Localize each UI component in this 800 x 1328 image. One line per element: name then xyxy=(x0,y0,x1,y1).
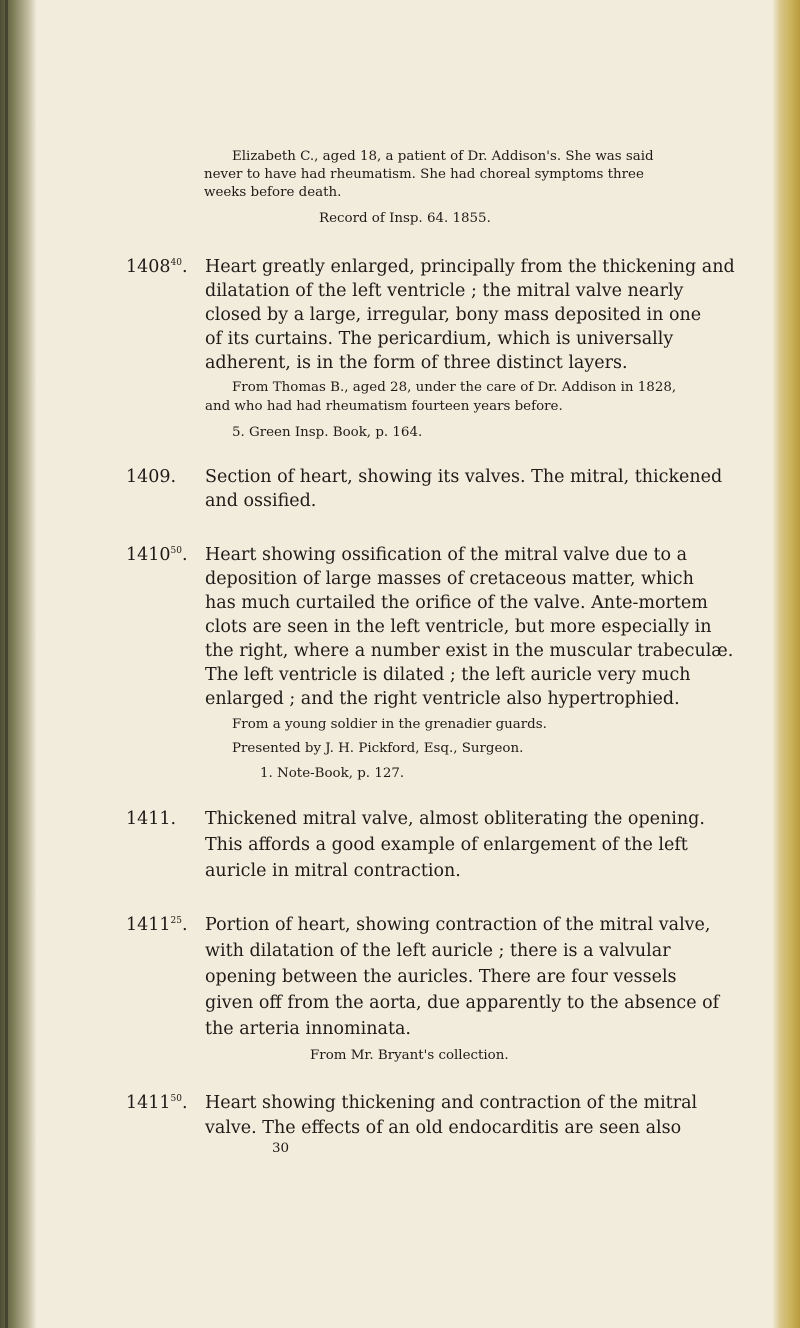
entry-1408-line-4: of its curtains. The pericardium, which is universally xyxy=(205,329,674,349)
entry-1411-number: 1411. xyxy=(126,809,177,829)
entry-1411-line-1: Thickened mitral valve, almost obliterating the opening. xyxy=(205,809,705,829)
entry-1409-number: 1409. xyxy=(126,467,177,487)
entry-1411-25-number: 1411$^{25}$. xyxy=(126,915,188,935)
entry-1410-note-3: 1. Note-Book, p. 127. xyxy=(260,766,405,781)
entry-1409-line-1: Section of heart, showing its valves. The mitral, thickened xyxy=(205,467,723,487)
page-number: 30 xyxy=(272,1141,290,1156)
entry-1411-25-line-1: Portion of heart, showing contraction of the mitral valve, xyxy=(205,915,711,935)
entry-1411-25-line-4: given off from the aorta, due apparently to the absence of xyxy=(205,993,720,1013)
intro-record: Record of Insp. 64. 1855. xyxy=(319,211,491,226)
entry-1408-line-3: closed by a large, irregular, bony mass deposited in one xyxy=(205,305,702,325)
entry-1411-line-2: This affords a good example of enlargement of the left xyxy=(205,835,688,855)
entry-1408-note-3: 5. Green Insp. Book, p. 164. xyxy=(232,425,423,440)
entry-1408-note-1: From Thomas B., aged 28, under the care of Dr. Addison in 1828, xyxy=(232,380,677,395)
intro-line-2: never to have had rheumatism. She had choreal symptoms three xyxy=(204,167,644,182)
entry-1408-line-5: adherent, is in the form of three distinct layers. xyxy=(205,353,628,373)
entry-1408-number: 1408$^{40}$. xyxy=(126,257,188,277)
entry-1410-note-2: Presented by J. H. Pickford, Esq., Surgeon. xyxy=(232,741,524,756)
entry-1411-25-line-3: opening between the auricles. There are four vessels xyxy=(205,967,677,987)
entry-1408-line-1: Heart greatly enlarged, principally from the thickening and xyxy=(205,257,735,277)
entry-1410-line-5: the right, where a number exist in the muscular trabeculæ. xyxy=(205,641,734,661)
entry-1408-note-2: and who had had rheumatism fourteen years before. xyxy=(205,399,563,414)
entry-1411-50-number: 1411$^{50}$. xyxy=(126,1093,188,1113)
entry-1410-line-4: clots are seen in the left ventricle, but more especially in xyxy=(205,617,712,637)
entry-1410-number: 1410$^{50}$. xyxy=(126,545,188,565)
entry-1411-line-3: auricle in mitral contraction. xyxy=(205,861,461,881)
entry-1409-line-2: and ossified. xyxy=(205,491,317,511)
entry-1410-line-3: has much curtailed the orifice of the valve. Ante-mortem xyxy=(205,593,708,613)
entry-1411-50-line-1: Heart showing thickening and contraction of the mitral xyxy=(205,1093,698,1113)
scan-right-edge xyxy=(772,0,800,1328)
entry-1410-note-1: From a young soldier in the grenadier guards. xyxy=(232,717,547,732)
entry-1408-line-2: dilatation of the left ventricle ; the mitral valve nearly xyxy=(205,281,684,301)
entry-1410-line-7: enlarged ; and the right ventricle also hypertrophied. xyxy=(205,689,680,709)
entry-1410-line-2: deposition of large masses of cretaceous matter, which xyxy=(205,569,694,589)
entry-1411-25-note-1: From Mr. Bryant's collection. xyxy=(310,1048,509,1063)
scan-left-edge xyxy=(0,0,36,1328)
entry-1410-line-6: The left ventricle is dilated ; the left auricle very much xyxy=(205,665,691,685)
intro-line-3: weeks before death. xyxy=(204,185,342,200)
intro-line-1: Elizabeth C., aged 18, a patient of Dr. Addison's. She was said xyxy=(232,149,654,164)
entry-1411-25-line-5: the arteria innominata. xyxy=(205,1019,411,1039)
entry-1411-50-line-2: valve. The effects of an old endocarditis are seen also xyxy=(205,1118,682,1138)
entry-1411-25-line-2: with dilatation of the left auricle ; there is a valvular xyxy=(205,941,671,961)
entry-1410-line-1: Heart showing ossification of the mitral valve due to a xyxy=(205,545,688,565)
